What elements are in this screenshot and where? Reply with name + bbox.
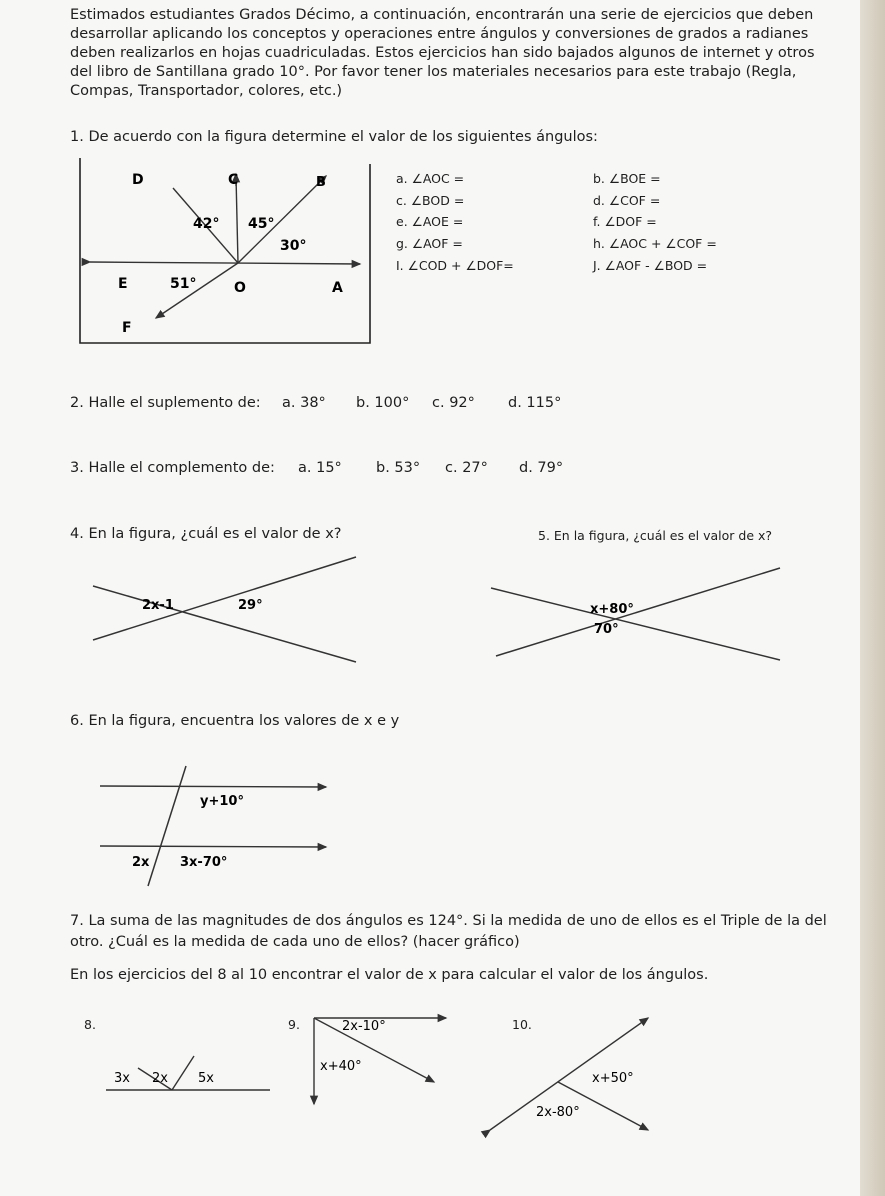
q1-item-d: d. ∠COF =: [593, 193, 661, 208]
q7-line2: otro. ¿Cuál es la medida de cada uno de ellos? (hacer gráfico): [70, 934, 520, 950]
q8-label-5x: 5x: [198, 1071, 214, 1086]
q5-figure: [488, 560, 788, 665]
q1-figure: [78, 156, 374, 346]
intro-line: del libro de Santillana grado 10°. Por favor tener los materiales necesarios para este trabajo (Regla,: [70, 64, 797, 80]
intro-paragraph: [70, 6, 815, 101]
line-ea: [90, 262, 360, 264]
q8-label-2x: 2x: [152, 1071, 168, 1086]
q9-figure: [306, 1008, 456, 1108]
paper-edge: [860, 0, 885, 1196]
q1-item-e: e. ∠AOE =: [396, 214, 464, 229]
ray-oc: [236, 176, 238, 263]
label-b: B: [316, 175, 326, 190]
q10-figure: [484, 1012, 659, 1137]
intro-line: Compas, Transportador, colores, etc.): [70, 83, 343, 99]
q8-10-statement: En los ejercicios del 8 al 10 encontrar el valor de x para calcular el valor de los ángulos.: [70, 967, 709, 983]
q2-d: d. 115°: [508, 395, 562, 411]
q2-a: a. 38°: [282, 395, 326, 411]
q6-statement: 6. En la figura, encuentra los valores de x e y: [70, 713, 400, 729]
q7-line1: 7. La suma de las magnitudes de dos ángulos es 124°. Si la medida de uno de ellos es el Triple de la del: [70, 913, 827, 929]
q6-figure: [96, 760, 336, 890]
q1-item-g: g. ∠AOF =: [396, 236, 463, 251]
angle-42: 42°: [193, 216, 220, 232]
q3-b: b. 53°: [376, 460, 421, 476]
q4-statement: 4. En la figura, ¿cuál es el valor de x?: [70, 526, 342, 542]
q1-item-f: f. ∠DOF =: [593, 214, 657, 229]
q10-number: 10.: [512, 1017, 532, 1032]
q5-label-top: x+80°: [590, 602, 634, 617]
q1-item-a: a. ∠AOC =: [396, 171, 465, 186]
q9-label-top: 2x-10°: [342, 1019, 386, 1034]
q9-label-bottom: x+40°: [320, 1059, 362, 1074]
label-e: E: [118, 276, 128, 292]
q1-item-h: h. ∠AOC + ∠COF =: [593, 236, 717, 251]
ray-of: [156, 263, 238, 318]
q10-label-top: x+50°: [592, 1071, 634, 1086]
q4-label-right: 29°: [238, 598, 263, 613]
q2-c: c. 92°: [432, 395, 475, 411]
q1-item-j: J. ∠AOF - ∠BOD =: [593, 258, 708, 273]
label-f: F: [122, 320, 132, 336]
q5-statement: 5. En la figura, ¿cuál es el valor de x?: [538, 528, 773, 543]
q4-label-left: 2x-1: [142, 598, 174, 613]
intro-line: Estimados estudiantes Grados Décimo, a continuación, encontrarán una serie de ejercicios que deben: [70, 7, 814, 23]
q6-label-left: 2x: [132, 855, 150, 870]
angle-30: 30°: [280, 238, 307, 254]
q9-number: 9.: [288, 1017, 300, 1032]
q4-figure: [88, 552, 363, 667]
q1-statement: 1. De acuerdo con la figura determine el valor de los siguientes ángulos:: [70, 129, 598, 145]
q1-item-c: c. ∠BOD =: [396, 193, 465, 208]
label-c: C: [228, 172, 239, 188]
q8-number: 8.: [84, 1017, 96, 1032]
figure-frame: [80, 158, 370, 343]
q10-label-bottom: 2x-80°: [536, 1105, 580, 1120]
q2-statement: 2. Halle el suplemento de:: [70, 395, 261, 411]
label-a: A: [332, 280, 343, 296]
q2-b: b. 100°: [356, 395, 410, 411]
q1-item-i: I. ∠COD + ∠DOF=: [396, 258, 514, 273]
q6-label-right: 3x-70°: [180, 855, 228, 870]
label-d: D: [132, 172, 144, 188]
q3-d: d. 79°: [519, 460, 564, 476]
q8-figure: [104, 1030, 274, 1100]
label-o: O: [234, 280, 246, 296]
q8-label-3x: 3x: [114, 1071, 130, 1086]
q3-c: c. 27°: [445, 460, 488, 476]
angle-45: 45°: [248, 216, 275, 232]
angle-51: 51°: [170, 276, 197, 292]
intro-line: desarrollar aplicando los conceptos y operaciones entre ángulos y conversiones de grados a radianes: [70, 26, 809, 42]
q5-label-bottom: 70°: [594, 622, 619, 637]
q3-statement: 3. Halle el complemento de:: [70, 460, 275, 476]
q3-a: a. 15°: [298, 460, 342, 476]
q6-label-top: y+10°: [200, 794, 244, 809]
intro-line: deben realizarlos en hojas cuadriculadas. Estos ejercicios han sido bajados algunos de internet y otros: [70, 45, 815, 61]
q1-item-b: b. ∠BOE =: [593, 171, 661, 186]
